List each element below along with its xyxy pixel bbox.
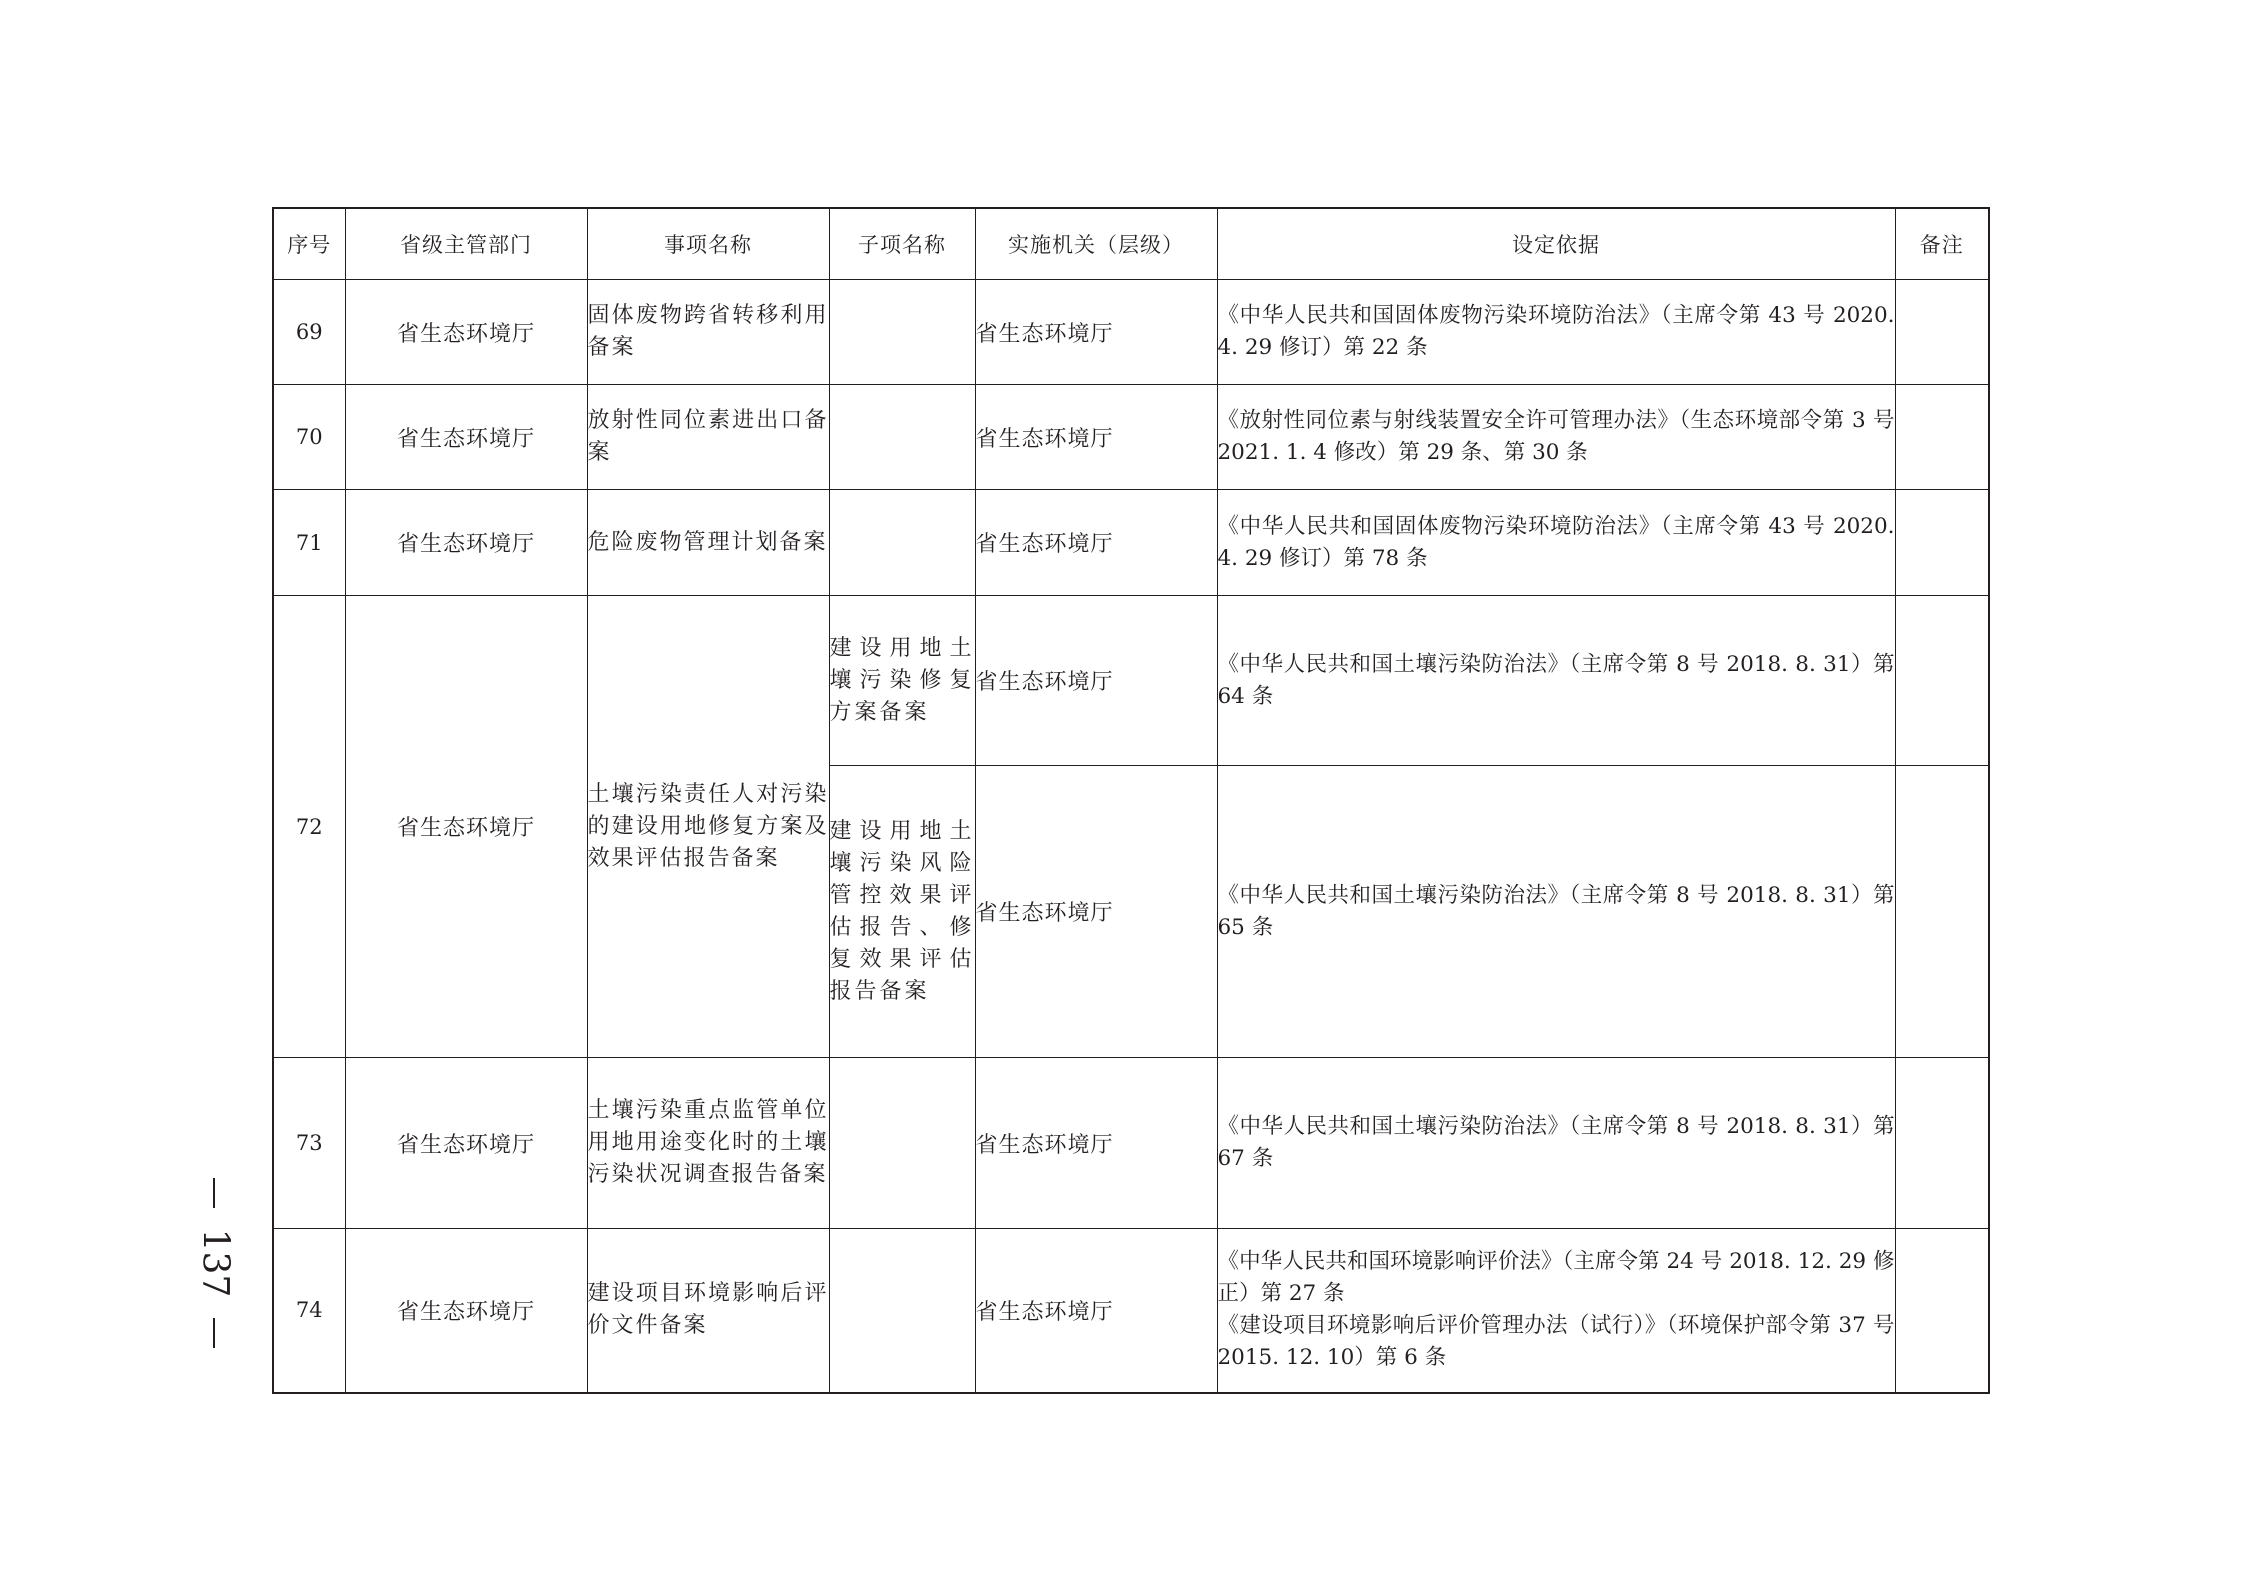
table-row <box>273 1229 1989 1393</box>
header-num: 序号 <box>273 208 345 280</box>
catalog-table <box>272 207 1990 1394</box>
basis-cell <box>1217 596 1895 766</box>
basis-cell <box>1217 385 1895 490</box>
basis-line: 《中华人民共和国土壤污染防治法》（主席令第 8 号 2018. 8. 31）第 64 条 <box>1217 651 1895 709</box>
row-number: 71 <box>273 490 345 596</box>
subitem-cell <box>829 490 975 596</box>
page-number-text: 137 <box>194 1228 235 1298</box>
agency-cell: 省生态环境厅 <box>975 385 1217 490</box>
header-basis: 设定依据 <box>1217 208 1895 280</box>
table-row <box>273 385 1989 490</box>
remark-cell <box>1895 596 1989 766</box>
agency-cell: 省生态环境厅 <box>975 766 1217 1058</box>
row-number: 70 <box>273 385 345 490</box>
basis-line: 《建设项目环境影响后评价管理办法（试行）》（环境保护部令第 37 号 2015. 12. 10）第 6 条 <box>1217 1313 1895 1371</box>
remark-cell <box>1895 1058 1989 1229</box>
row-number: 72 <box>273 596 345 1058</box>
department-cell: 省生态环境厅 <box>345 596 587 1058</box>
header-row <box>273 208 1989 280</box>
item-name-cell: 固体废物跨省转移利用备案 <box>587 280 829 385</box>
header-item: 事项名称 <box>587 208 829 280</box>
department-cell: 省生态环境厅 <box>345 1229 587 1393</box>
department-cell: 省生态环境厅 <box>345 280 587 385</box>
basis-cell <box>1217 1058 1895 1229</box>
agency-cell: 省生态环境厅 <box>975 1058 1217 1229</box>
row-number: 73 <box>273 1058 345 1229</box>
subitem-cell <box>829 1229 975 1393</box>
basis-line: 《中华人民共和国固体废物污染环境防治法》（主席令第 43 号 2020. 4. 29 修订）第 22 条 <box>1217 303 1895 360</box>
table-row <box>273 1058 1989 1229</box>
table-row <box>273 490 1989 596</box>
agency-cell: 省生态环境厅 <box>975 490 1217 596</box>
department-cell: 省生态环境厅 <box>345 490 587 596</box>
table-row <box>273 596 1989 766</box>
item-name-cell: 放射性同位素进出口备案 <box>587 385 829 490</box>
agency-cell: 省生态环境厅 <box>975 1229 1217 1393</box>
header-sub: 子项名称 <box>829 208 975 280</box>
remark-cell <box>1895 280 1989 385</box>
basis-cell <box>1217 490 1895 596</box>
subitem-cell <box>829 1058 975 1229</box>
item-name-cell: 危险废物管理计划备案 <box>587 490 829 596</box>
subitem-cell <box>829 385 975 490</box>
header-agency: 实施机关（层级） <box>975 208 1217 280</box>
table-row <box>273 280 1989 385</box>
page-number-dash-top <box>213 1178 215 1208</box>
agency-cell: 省生态环境厅 <box>975 280 1217 385</box>
item-name-cell: 土壤污染责任人对污染的建设用地修复方案及效果评估报告备案 <box>587 596 829 1058</box>
basis-cell <box>1217 1229 1895 1393</box>
department-cell: 省生态环境厅 <box>345 1058 587 1229</box>
subitem-cell: 建设用地土壤污染修复方案备案 <box>829 596 975 766</box>
basis-line: 《中华人民共和国土壤污染防治法》（主席令第 8 号 2018. 8. 31）第 65 条 <box>1217 882 1895 940</box>
header-remark: 备注 <box>1895 208 1989 280</box>
basis-line: 《中华人民共和国土壤污染防治法》（主席令第 8 号 2018. 8. 31）第 67 条 <box>1217 1114 1895 1171</box>
agency-cell: 省生态环境厅 <box>975 596 1217 766</box>
basis-cell <box>1217 280 1895 385</box>
subitem-cell <box>829 280 975 385</box>
basis-line: 《中华人民共和国环境影响评价法》（主席令第 24 号 2018. 12. 29 修正）第 27 条 <box>1217 1249 1895 1307</box>
department-cell: 省生态环境厅 <box>345 385 587 490</box>
subitem-cell: 建设用地土壤污染风险管控效果评估报告、修复效果评估报告备案 <box>829 766 975 1058</box>
basis-line: 《中华人民共和国固体废物污染环境防治法》（主席令第 43 号 2020. 4. 29 修订）第 78 条 <box>1217 513 1895 571</box>
basis-line: 《放射性同位素与射线装置安全许可管理办法》（生态环境部令第 3 号 2021. 1. 4 修改）第 29 条、第 30 条 <box>1217 408 1895 465</box>
page-number-dash-bottom <box>213 1318 215 1348</box>
row-number: 69 <box>273 280 345 385</box>
page-number <box>192 1178 236 1348</box>
basis-cell <box>1217 766 1895 1058</box>
remark-cell <box>1895 1229 1989 1393</box>
remark-cell <box>1895 385 1989 490</box>
remark-cell <box>1895 490 1989 596</box>
remark-cell <box>1895 766 1989 1058</box>
item-name-cell: 土壤污染重点监管单位用地用途变化时的土壤污染状况调查报告备案 <box>587 1058 829 1229</box>
row-number: 74 <box>273 1229 345 1393</box>
item-name-cell: 建设项目环境影响后评价文件备案 <box>587 1229 829 1393</box>
header-dept: 省级主管部门 <box>345 208 587 280</box>
